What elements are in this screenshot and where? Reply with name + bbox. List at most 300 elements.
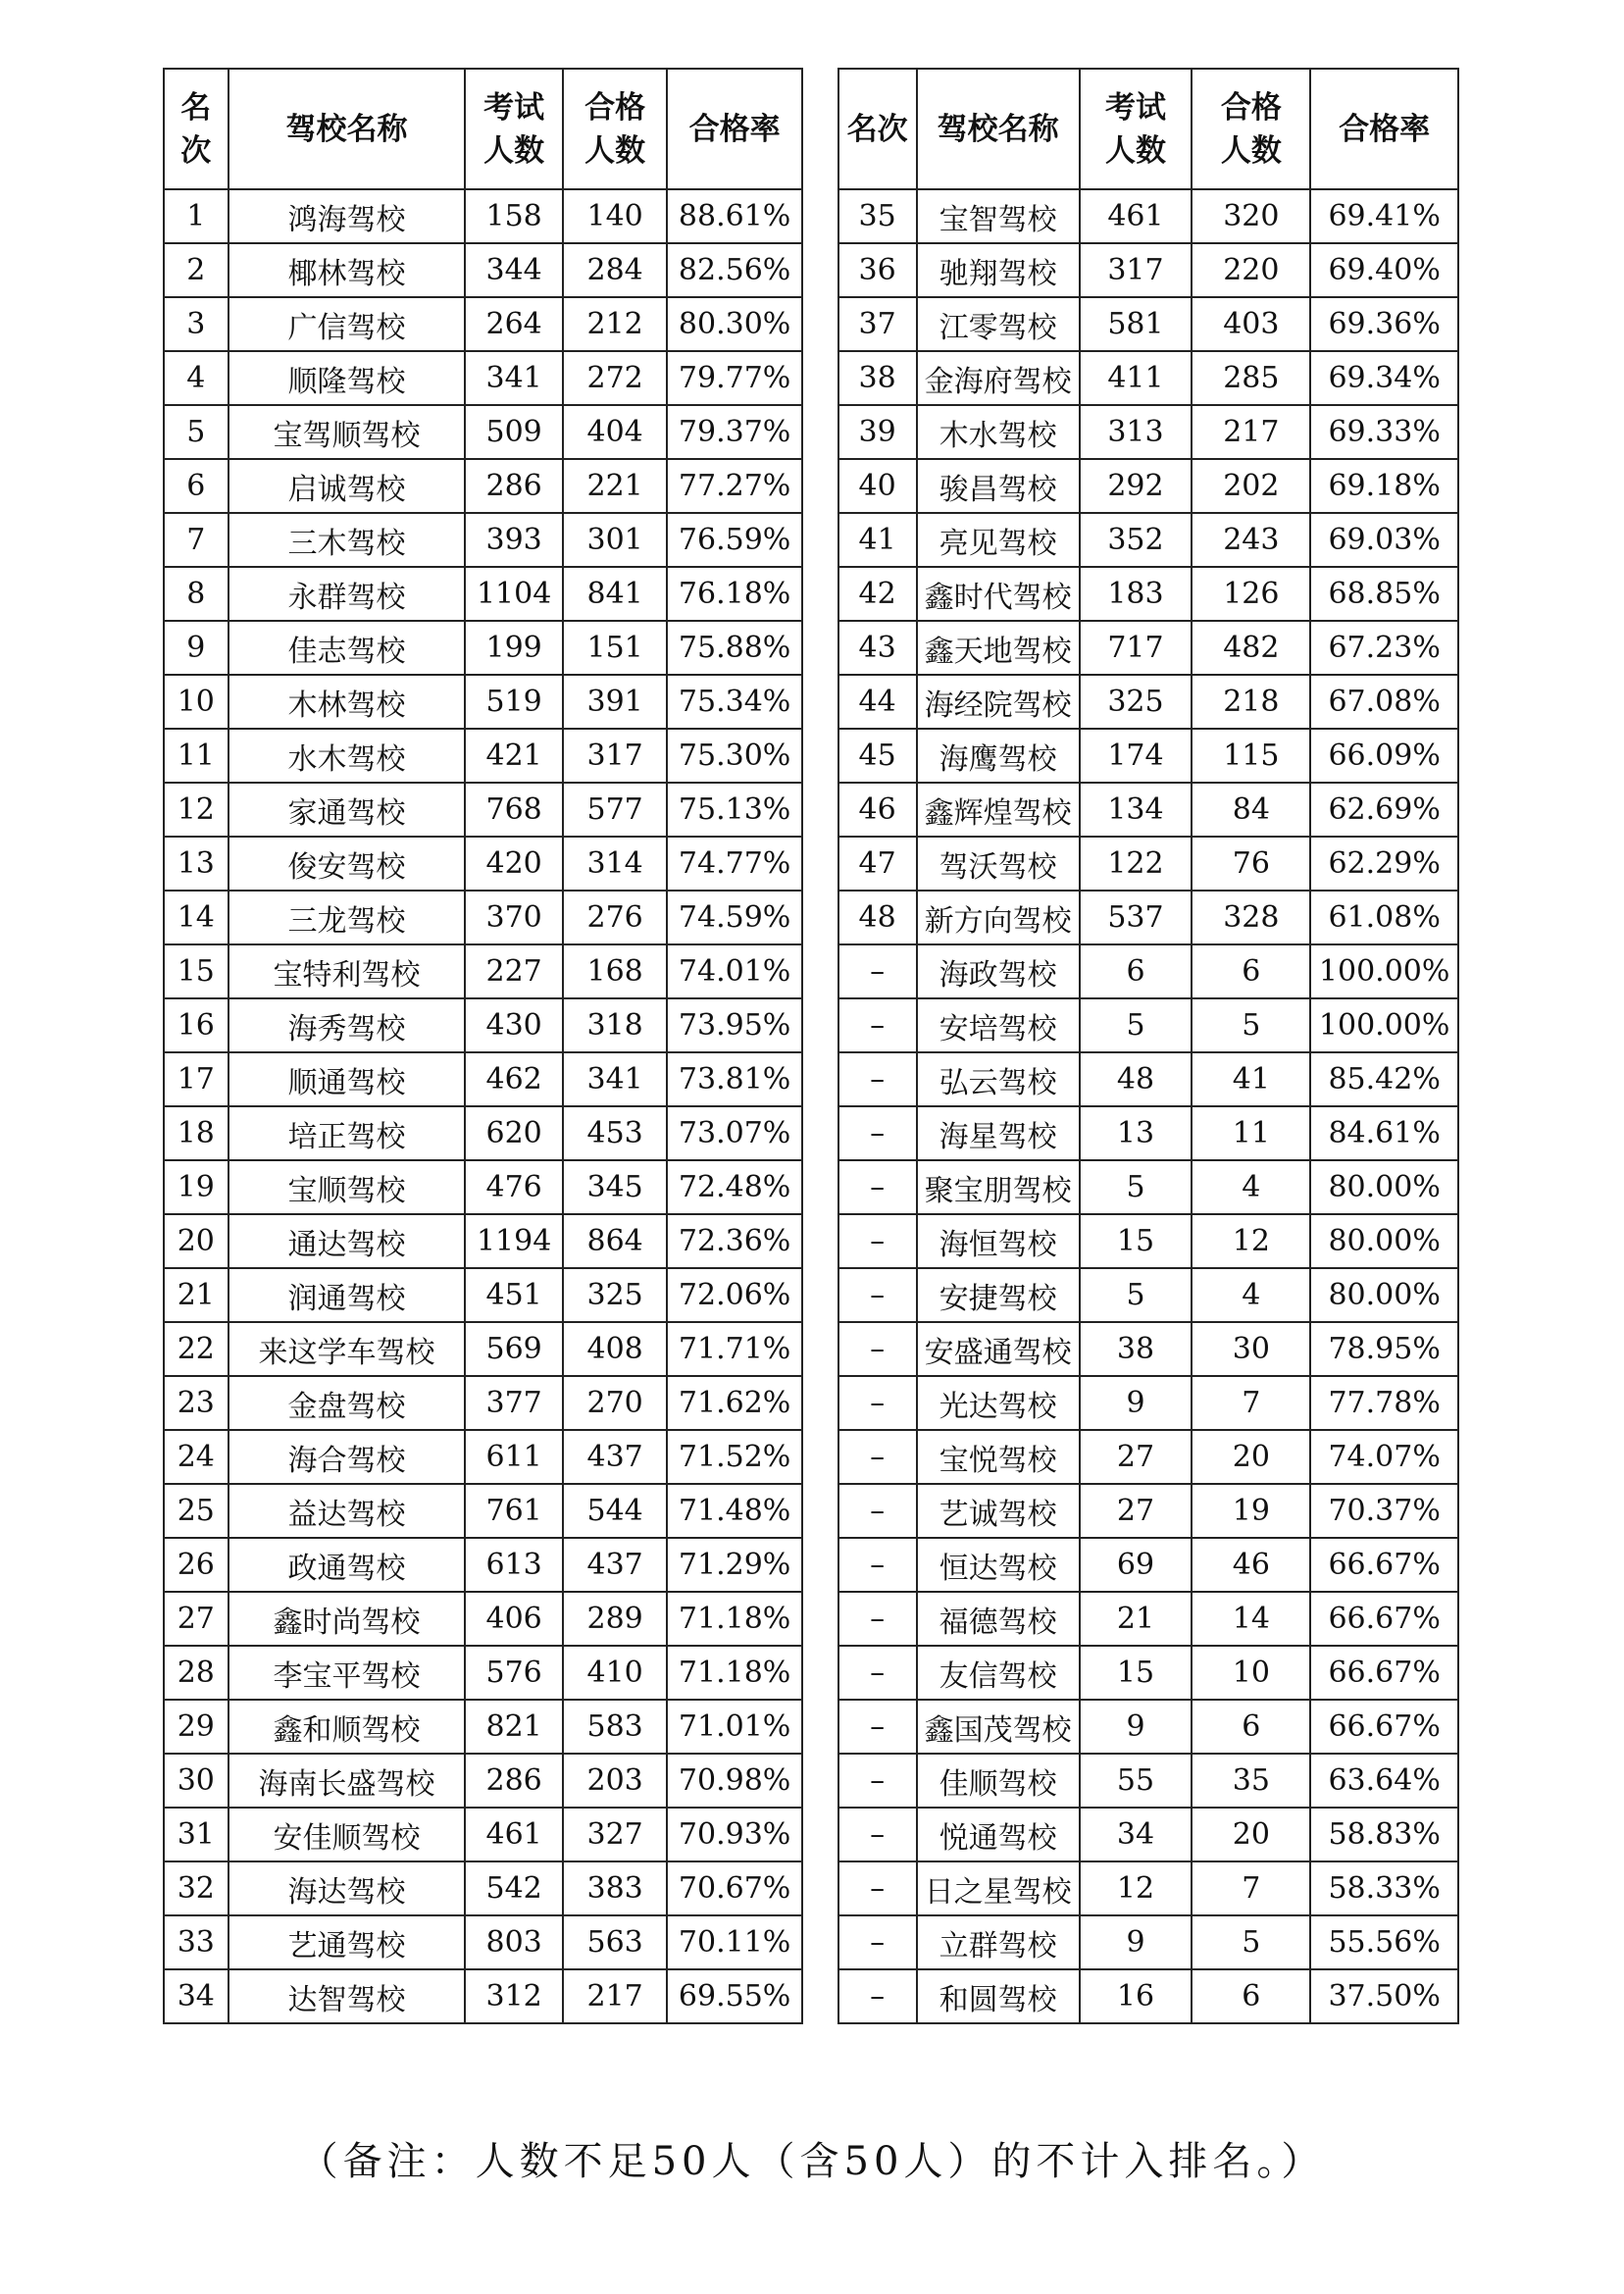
- table-row: [164, 998, 1458, 1052]
- column-gap: [802, 405, 838, 459]
- pass-count-cell: 453: [563, 1106, 668, 1160]
- pass-count-cell: 4: [1192, 1268, 1310, 1322]
- school-name-cell: 金海府驾校: [917, 351, 1080, 405]
- exam-count-cell: 21: [1080, 1592, 1193, 1646]
- pass-count-cell: 404: [563, 405, 668, 459]
- pass-rate-cell: 63.64%: [1310, 1754, 1458, 1808]
- school-name-cell: 海南长盛驾校: [228, 1754, 466, 1808]
- exam-count-cell: 620: [465, 1106, 562, 1160]
- exam-count-cell: 9: [1080, 1700, 1193, 1754]
- school-name-cell: 木林驾校: [228, 675, 466, 729]
- school-name-cell: 佳志驾校: [228, 621, 466, 675]
- pass-rate-cell: 61.08%: [1310, 891, 1458, 944]
- pass-rate-cell: 62.29%: [1310, 837, 1458, 891]
- exam-count-cell: 509: [465, 405, 562, 459]
- pass-count-cell: 19: [1192, 1484, 1310, 1538]
- rank-cell: 34: [164, 1969, 228, 2023]
- pass-count-cell: 30: [1192, 1322, 1310, 1376]
- table-row: [164, 729, 1458, 783]
- column-gap: [802, 243, 838, 297]
- rank-cell: 30: [164, 1754, 228, 1808]
- pass-count-cell: 202: [1192, 459, 1310, 513]
- school-name-cell: 驰翔驾校: [917, 243, 1080, 297]
- pass-count-cell: 320: [1192, 189, 1310, 243]
- pass-count-cell: 410: [563, 1646, 668, 1700]
- exam-count-cell: 69: [1080, 1538, 1193, 1592]
- pass-count-cell: 284: [563, 243, 668, 297]
- exam-count-cell: 341: [465, 351, 562, 405]
- column-gap: [802, 998, 838, 1052]
- pass-rate-cell: 71.52%: [667, 1430, 801, 1484]
- pass-rate-cell: 79.37%: [667, 405, 801, 459]
- rank-cell: 20: [164, 1214, 228, 1268]
- school-name-cell: 政通驾校: [228, 1538, 466, 1592]
- rank-cell: 38: [838, 351, 917, 405]
- pass-rate-cell: 69.03%: [1310, 513, 1458, 567]
- pass-count-cell: 328: [1192, 891, 1310, 944]
- rank-cell: –: [838, 1484, 917, 1538]
- school-name-cell: 李宝平驾校: [228, 1646, 466, 1700]
- table-row: [164, 1646, 1458, 1700]
- school-name-cell: 安佳顺驾校: [228, 1808, 466, 1861]
- pass-rate-cell: 67.23%: [1310, 621, 1458, 675]
- pass-count-cell: 217: [1192, 405, 1310, 459]
- exam-count-cell: 48: [1080, 1052, 1193, 1106]
- exam-count-cell: 312: [465, 1969, 562, 2023]
- rank-cell: 41: [838, 513, 917, 567]
- pass-count-cell: 289: [563, 1592, 668, 1646]
- exam-count-cell: 38: [1080, 1322, 1193, 1376]
- pass-count-cell: 6: [1192, 1700, 1310, 1754]
- column-gap: [802, 297, 838, 351]
- exam-count-cell: 352: [1080, 513, 1193, 567]
- school-name-cell: 江零驾校: [917, 297, 1080, 351]
- pass-rate-cell: 62.69%: [1310, 783, 1458, 837]
- pass-rate-cell: 74.59%: [667, 891, 801, 944]
- exam-count-cell: 803: [465, 1915, 562, 1969]
- column-gap: [802, 675, 838, 729]
- table-row: [164, 1592, 1458, 1646]
- pass-rate-cell: 67.08%: [1310, 675, 1458, 729]
- pass-count-cell: 5: [1192, 1915, 1310, 1969]
- pass-count-cell: 203: [563, 1754, 668, 1808]
- column-gap: [802, 69, 838, 189]
- pass-count-cell: 151: [563, 621, 668, 675]
- school-name-cell: 驾沃驾校: [917, 837, 1080, 891]
- pass-count-cell: 218: [1192, 675, 1310, 729]
- pass-count-cell: 217: [563, 1969, 668, 2023]
- pass-count-cell: 383: [563, 1861, 668, 1915]
- exam-count-cell: 34: [1080, 1808, 1193, 1861]
- exam-count-cell: 581: [1080, 297, 1193, 351]
- pass-count-cell: 864: [563, 1214, 668, 1268]
- header-pass-rate: 合格率: [1310, 69, 1458, 189]
- pass-rate-cell: 100.00%: [1310, 944, 1458, 998]
- pass-rate-cell: 72.06%: [667, 1268, 801, 1322]
- column-gap: [802, 621, 838, 675]
- exam-count-cell: 461: [465, 1808, 562, 1861]
- rank-cell: –: [838, 1106, 917, 1160]
- exam-count-cell: 13: [1080, 1106, 1193, 1160]
- results-table: [163, 68, 1459, 2024]
- rank-cell: 10: [164, 675, 228, 729]
- column-gap: [802, 1754, 838, 1808]
- pass-count-cell: 403: [1192, 297, 1310, 351]
- pass-rate-cell: 58.33%: [1310, 1861, 1458, 1915]
- exam-count-cell: 461: [1080, 189, 1193, 243]
- rank-cell: 15: [164, 944, 228, 998]
- rank-cell: 19: [164, 1160, 228, 1214]
- exam-count-cell: 377: [465, 1376, 562, 1430]
- rank-cell: –: [838, 1808, 917, 1861]
- school-name-cell: 聚宝朋驾校: [917, 1160, 1080, 1214]
- school-name-cell: 鑫国茂驾校: [917, 1700, 1080, 1754]
- table-row: [164, 1915, 1458, 1969]
- exam-count-cell: 158: [465, 189, 562, 243]
- exam-count-cell: 16: [1080, 1969, 1193, 2023]
- school-name-cell: 通达驾校: [228, 1214, 466, 1268]
- pass-count-cell: 46: [1192, 1538, 1310, 1592]
- rank-cell: 37: [838, 297, 917, 351]
- pass-rate-cell: 66.67%: [1310, 1646, 1458, 1700]
- exam-count-cell: 370: [465, 891, 562, 944]
- exam-count-cell: 613: [465, 1538, 562, 1592]
- pass-count-cell: 563: [563, 1915, 668, 1969]
- pass-count-cell: 221: [563, 459, 668, 513]
- pass-rate-cell: 71.18%: [667, 1592, 801, 1646]
- school-name-cell: 培正驾校: [228, 1106, 466, 1160]
- header-exam-count: 考试 人数: [465, 69, 562, 189]
- pass-count-cell: 7: [1192, 1861, 1310, 1915]
- column-gap: [802, 1322, 838, 1376]
- table-row: [164, 351, 1458, 405]
- table-row: [164, 1376, 1458, 1430]
- pass-count-cell: 327: [563, 1808, 668, 1861]
- school-name-cell: 益达驾校: [228, 1484, 466, 1538]
- pass-count-cell: 270: [563, 1376, 668, 1430]
- school-name-cell: 启诚驾校: [228, 459, 466, 513]
- school-name-cell: 悦通驾校: [917, 1808, 1080, 1861]
- rank-cell: 26: [164, 1538, 228, 1592]
- exam-count-cell: 768: [465, 783, 562, 837]
- exam-count-cell: 174: [1080, 729, 1193, 783]
- column-gap: [802, 567, 838, 621]
- school-name-cell: 鑫时代驾校: [917, 567, 1080, 621]
- table-row: [164, 1106, 1458, 1160]
- table-row: [164, 675, 1458, 729]
- school-name-cell: 鑫天地驾校: [917, 621, 1080, 675]
- exam-count-cell: 1194: [465, 1214, 562, 1268]
- pass-count-cell: 345: [563, 1160, 668, 1214]
- table-row: [164, 1430, 1458, 1484]
- rank-cell: –: [838, 1915, 917, 1969]
- exam-count-cell: 5: [1080, 1268, 1193, 1322]
- school-name-cell: 立群驾校: [917, 1915, 1080, 1969]
- school-name-cell: 家通驾校: [228, 783, 466, 837]
- pass-count-cell: 6: [1192, 944, 1310, 998]
- school-name-cell: 三龙驾校: [228, 891, 466, 944]
- exam-count-cell: 451: [465, 1268, 562, 1322]
- school-name-cell: 俊安驾校: [228, 837, 466, 891]
- table-row: [164, 891, 1458, 944]
- pass-rate-cell: 71.29%: [667, 1538, 801, 1592]
- column-gap: [802, 1376, 838, 1430]
- pass-rate-cell: 66.67%: [1310, 1538, 1458, 1592]
- pass-rate-cell: 66.67%: [1310, 1700, 1458, 1754]
- rank-cell: 21: [164, 1268, 228, 1322]
- exam-count-cell: 537: [1080, 891, 1193, 944]
- pass-rate-cell: 77.27%: [667, 459, 801, 513]
- pass-count-cell: 11: [1192, 1106, 1310, 1160]
- rank-cell: –: [838, 1646, 917, 1700]
- exam-count-cell: 27: [1080, 1430, 1193, 1484]
- rank-cell: 18: [164, 1106, 228, 1160]
- exam-count-cell: 421: [465, 729, 562, 783]
- column-gap: [802, 1160, 838, 1214]
- rank-cell: –: [838, 1700, 917, 1754]
- rank-cell: –: [838, 1861, 917, 1915]
- pass-count-cell: 4: [1192, 1160, 1310, 1214]
- pass-rate-cell: 74.77%: [667, 837, 801, 891]
- rank-cell: 1: [164, 189, 228, 243]
- exam-count-cell: 5: [1080, 1160, 1193, 1214]
- exam-count-cell: 292: [1080, 459, 1193, 513]
- school-name-cell: 海经院驾校: [917, 675, 1080, 729]
- footnote: （备注：人数不足50人（含50人）的不计入排名。）: [298, 2139, 1326, 2184]
- pass-rate-cell: 69.40%: [1310, 243, 1458, 297]
- rank-cell: 7: [164, 513, 228, 567]
- column-gap: [802, 1700, 838, 1754]
- table-row: [164, 783, 1458, 837]
- rank-cell: –: [838, 1430, 917, 1484]
- pass-rate-cell: 66.09%: [1310, 729, 1458, 783]
- exam-count-cell: 183: [1080, 567, 1193, 621]
- rank-cell: 36: [838, 243, 917, 297]
- column-gap: [802, 1268, 838, 1322]
- school-name-cell: 海政驾校: [917, 944, 1080, 998]
- school-name-cell: 广信驾校: [228, 297, 466, 351]
- school-name-cell: 木水驾校: [917, 405, 1080, 459]
- pass-count-cell: 325: [563, 1268, 668, 1322]
- school-name-cell: 光达驾校: [917, 1376, 1080, 1430]
- pass-rate-cell: 69.33%: [1310, 405, 1458, 459]
- exam-count-cell: 430: [465, 998, 562, 1052]
- table-row: [164, 1214, 1458, 1268]
- school-name-cell: 鑫时尚驾校: [228, 1592, 466, 1646]
- rank-cell: 24: [164, 1430, 228, 1484]
- rank-cell: 33: [164, 1915, 228, 1969]
- pass-rate-cell: 80.30%: [667, 297, 801, 351]
- header-pass-rate: 合格率: [667, 69, 801, 189]
- column-gap: [802, 1915, 838, 1969]
- school-name-cell: 达智驾校: [228, 1969, 466, 2023]
- pass-count-cell: 115: [1192, 729, 1310, 783]
- school-name-cell: 友信驾校: [917, 1646, 1080, 1700]
- exam-count-cell: 542: [465, 1861, 562, 1915]
- pass-count-cell: 35: [1192, 1754, 1310, 1808]
- pass-rate-cell: 84.61%: [1310, 1106, 1458, 1160]
- school-name-cell: 椰林驾校: [228, 243, 466, 297]
- column-gap: [802, 189, 838, 243]
- pass-count-cell: 437: [563, 1538, 668, 1592]
- exam-count-cell: 55: [1080, 1754, 1193, 1808]
- rank-cell: 14: [164, 891, 228, 944]
- table-body: [164, 189, 1458, 2023]
- exam-count-cell: 344: [465, 243, 562, 297]
- rank-cell: 23: [164, 1376, 228, 1430]
- exam-count-cell: 462: [465, 1052, 562, 1106]
- column-gap: [802, 783, 838, 837]
- pass-count-cell: 10: [1192, 1646, 1310, 1700]
- rank-cell: 25: [164, 1484, 228, 1538]
- school-name-cell: 恒达驾校: [917, 1538, 1080, 1592]
- rank-cell: 4: [164, 351, 228, 405]
- exam-count-cell: 286: [465, 459, 562, 513]
- exam-count-cell: 12: [1080, 1861, 1193, 1915]
- rank-cell: 8: [164, 567, 228, 621]
- rank-cell: 42: [838, 567, 917, 621]
- table-row: [164, 1700, 1458, 1754]
- school-name-cell: 海合驾校: [228, 1430, 466, 1484]
- school-name-cell: 润通驾校: [228, 1268, 466, 1322]
- rank-cell: 22: [164, 1322, 228, 1376]
- rank-cell: –: [838, 1322, 917, 1376]
- exam-count-cell: 286: [465, 1754, 562, 1808]
- pass-count-cell: 341: [563, 1052, 668, 1106]
- pass-rate-cell: 74.01%: [667, 944, 801, 998]
- pass-count-cell: 272: [563, 351, 668, 405]
- exam-count-cell: 569: [465, 1322, 562, 1376]
- pass-rate-cell: 66.67%: [1310, 1592, 1458, 1646]
- pass-rate-cell: 73.07%: [667, 1106, 801, 1160]
- pass-count-cell: 7: [1192, 1376, 1310, 1430]
- school-name-cell: 佳顺驾校: [917, 1754, 1080, 1808]
- school-name-cell: 海鹰驾校: [917, 729, 1080, 783]
- exam-count-cell: 15: [1080, 1214, 1193, 1268]
- school-name-cell: 日之星驾校: [917, 1861, 1080, 1915]
- school-name-cell: 顺通驾校: [228, 1052, 466, 1106]
- pass-rate-cell: 69.36%: [1310, 297, 1458, 351]
- rank-cell: 44: [838, 675, 917, 729]
- exam-count-cell: 27: [1080, 1484, 1193, 1538]
- pass-count-cell: 318: [563, 998, 668, 1052]
- pass-count-cell: 41: [1192, 1052, 1310, 1106]
- exam-count-cell: 313: [1080, 405, 1193, 459]
- pass-rate-cell: 80.00%: [1310, 1160, 1458, 1214]
- school-name-cell: 艺通驾校: [228, 1915, 466, 1969]
- rank-cell: 13: [164, 837, 228, 891]
- rank-cell: 17: [164, 1052, 228, 1106]
- school-name-cell: 宝智驾校: [917, 189, 1080, 243]
- table-row: [164, 1322, 1458, 1376]
- rank-cell: 35: [838, 189, 917, 243]
- pass-count-cell: 20: [1192, 1430, 1310, 1484]
- rank-cell: 46: [838, 783, 917, 837]
- rank-cell: 39: [838, 405, 917, 459]
- exam-count-cell: 821: [465, 1700, 562, 1754]
- school-name-cell: 宝顺驾校: [228, 1160, 466, 1214]
- column-gap: [802, 1214, 838, 1268]
- rank-cell: 29: [164, 1700, 228, 1754]
- table-row: [164, 1160, 1458, 1214]
- table-row: [164, 837, 1458, 891]
- exam-count-cell: 264: [465, 297, 562, 351]
- pass-rate-cell: 75.13%: [667, 783, 801, 837]
- rank-cell: 16: [164, 998, 228, 1052]
- column-gap: [802, 513, 838, 567]
- school-name-cell: 宝驾顺驾校: [228, 405, 466, 459]
- exam-count-cell: 519: [465, 675, 562, 729]
- rank-cell: –: [838, 1969, 917, 2023]
- rank-cell: 3: [164, 297, 228, 351]
- header-rank: 名次: [838, 69, 917, 189]
- pass-count-cell: 285: [1192, 351, 1310, 405]
- pass-count-cell: 408: [563, 1322, 668, 1376]
- rank-cell: 47: [838, 837, 917, 891]
- column-gap: [802, 1538, 838, 1592]
- pass-rate-cell: 88.61%: [667, 189, 801, 243]
- rank-cell: 12: [164, 783, 228, 837]
- exam-count-cell: 611: [465, 1430, 562, 1484]
- pass-count-cell: 243: [1192, 513, 1310, 567]
- pass-rate-cell: 79.77%: [667, 351, 801, 405]
- pass-count-cell: 391: [563, 675, 668, 729]
- table-row: [164, 1052, 1458, 1106]
- table-row: [164, 459, 1458, 513]
- school-name-cell: 弘云驾校: [917, 1052, 1080, 1106]
- pass-rate-cell: 75.34%: [667, 675, 801, 729]
- exam-count-cell: 199: [465, 621, 562, 675]
- school-name-cell: 艺诚驾校: [917, 1484, 1080, 1538]
- pass-count-cell: 140: [563, 189, 668, 243]
- pass-count-cell: 583: [563, 1700, 668, 1754]
- exam-count-cell: 15: [1080, 1646, 1193, 1700]
- rank-cell: –: [838, 1538, 917, 1592]
- pass-count-cell: 276: [563, 891, 668, 944]
- pass-count-cell: 126: [1192, 567, 1310, 621]
- pass-rate-cell: 72.48%: [667, 1160, 801, 1214]
- exam-count-cell: 122: [1080, 837, 1193, 891]
- exam-count-cell: 317: [1080, 243, 1193, 297]
- pass-rate-cell: 80.00%: [1310, 1214, 1458, 1268]
- header-pass-count: 合格 人数: [563, 69, 668, 189]
- school-name-cell: 新方向驾校: [917, 891, 1080, 944]
- table-row: [164, 1538, 1458, 1592]
- header-rank: 名 次: [164, 69, 228, 189]
- table-row: [164, 1754, 1458, 1808]
- table-row: [164, 297, 1458, 351]
- column-gap: [802, 1646, 838, 1700]
- column-gap: [802, 1808, 838, 1861]
- column-gap: [802, 459, 838, 513]
- school-name-cell: 安盛通驾校: [917, 1322, 1080, 1376]
- pass-rate-cell: 77.78%: [1310, 1376, 1458, 1430]
- pass-count-cell: 314: [563, 837, 668, 891]
- pass-rate-cell: 71.18%: [667, 1646, 801, 1700]
- column-gap: [802, 729, 838, 783]
- pass-rate-cell: 85.42%: [1310, 1052, 1458, 1106]
- school-name-cell: 安捷驾校: [917, 1268, 1080, 1322]
- rank-cell: –: [838, 1592, 917, 1646]
- school-name-cell: 水木驾校: [228, 729, 466, 783]
- pass-count-cell: 84: [1192, 783, 1310, 837]
- exam-count-cell: 6: [1080, 944, 1193, 998]
- table-row: [164, 243, 1458, 297]
- table-row: [164, 189, 1458, 243]
- school-name-cell: 海秀驾校: [228, 998, 466, 1052]
- school-name-cell: 宝特利驾校: [228, 944, 466, 998]
- column-gap: [802, 944, 838, 998]
